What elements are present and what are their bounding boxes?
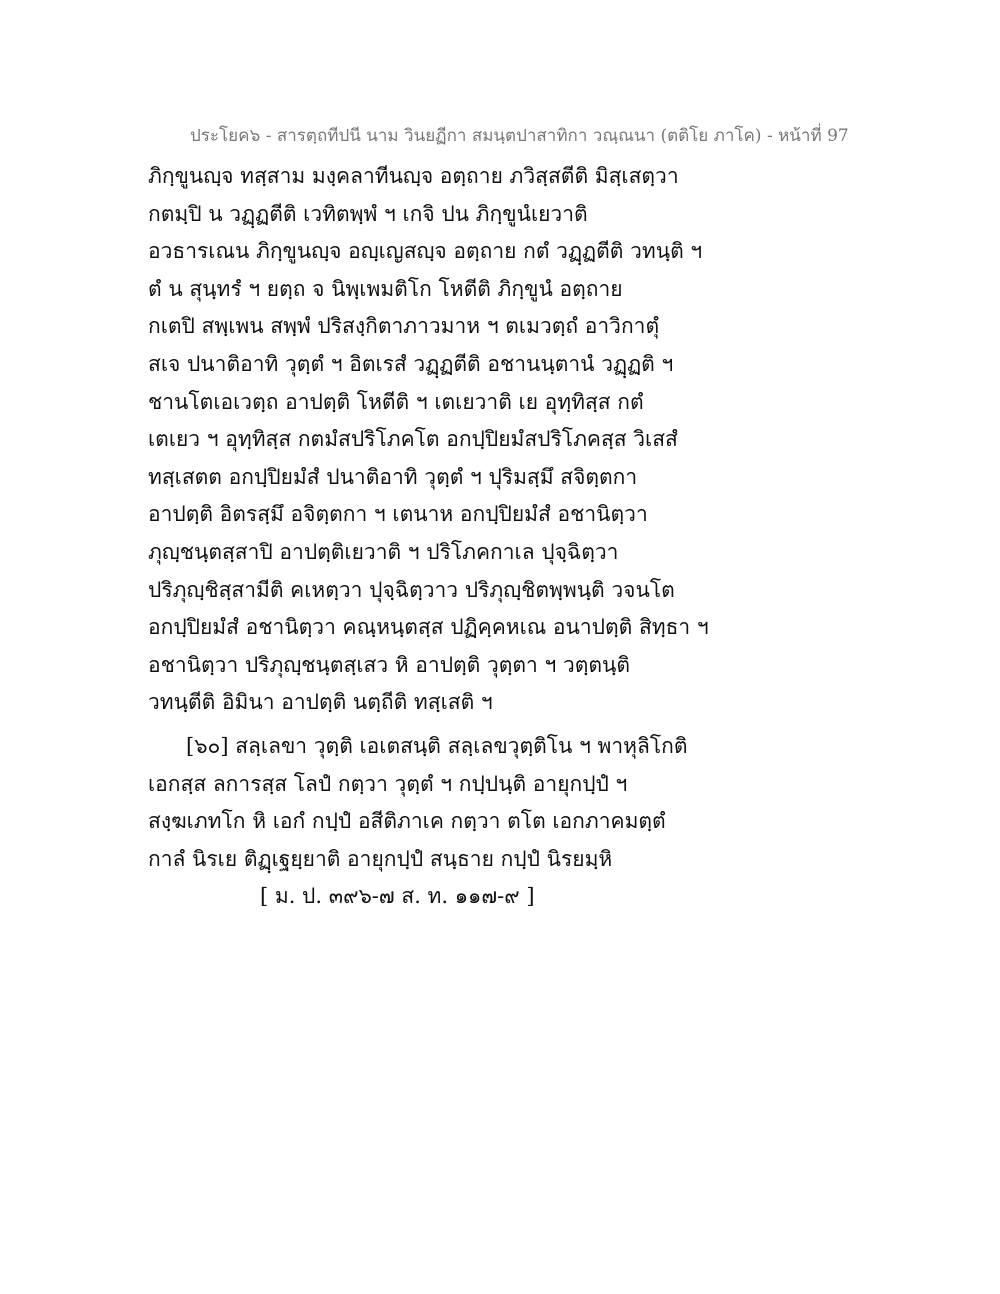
page-header: ประโยค๖ - สารตฺถทีปนี นาม วินยฏีกา สมนฺตปาสาทิกา วณฺณนา (ตติโย ภาโค) - หน้าที่ 97 [190, 126, 849, 146]
text-line: ตํ น สุนฺทรํ ฯ ยตฺถ จ นิพฺเพมติโก โหตีติ ภิกฺขูนํ อตฺถาย [148, 276, 623, 301]
text-line: เตเยว ฯ อุทฺทิสฺส กตมํสปริโภคโต อกปฺปิยมํสปริโภคสฺส วิเสสํ [148, 427, 678, 452]
text-line: ทสฺเสตต อกปฺปิยมํสํ ปนาติอาทิ วุตฺตํ ฯ ปุริมสฺมึ สจิตฺตกา [148, 464, 638, 489]
text-line: ภิกฺขูนญฺจ ทสฺสาม มงฺคลาทีนญฺจ อตฺถาย ภวิสฺสตีติ มิสฺเสตฺวา [148, 164, 679, 188]
text-line: อาปตฺติ อิตรสฺมึ อจิตฺตกา ฯ เตนาห อกปฺปิยมํสํ อชานิตฺวา [148, 502, 648, 527]
text-line: กตมฺปิ น วฏฺฏตีติ เวทิตพฺพํ ฯ เกจิ ปน ภิกฺขูนํเยวาติ [148, 201, 588, 226]
text-line: ปริภุญฺชิสฺสามีติ คเหตฺวา ปุจฺฉิตฺวาว ปริภุญฺชิตพฺพนฺติ วจนโต [148, 577, 675, 602]
text-line: อวธารเณน ภิกฺขูนญฺจ อญฺเญสญฺจ อตฺถาย กตํ วฏฺฏตีติ วทนฺติ ฯ [148, 239, 703, 264]
text-line: กเตปิ สพฺเพน สพฺพํ ปริสงฺกิตาภาวมาห ฯ ตเมวตฺถํ อาวิกาตุํ [148, 314, 660, 339]
text-line: [๖๐] สลฺเลขา วุตฺติ เอเตสนฺติ สลฺเลขวุตฺติโน ฯ พาหุลิโกติ [186, 733, 688, 758]
text-line: สเจ ปนาติอาทิ วุตฺตํ ฯ อิตเรสํ วฏฺฏตีติ อชานนฺตานํ วฏฺฏติ ฯ [148, 351, 674, 376]
body-text [148, 158, 848, 916]
text-line: อกปฺปิยมํสํ อชานิตฺวา คณฺหนฺตสฺส ปฏิคฺคหเณ อนาปตฺติ สิทฺธา ฯ [148, 615, 709, 640]
text-line: กาลํ นิรเย ติฏฺเฐยฺยาติ อายุกปฺปํ สนฺธาย กปฺปํ นิรยมฺหิ [148, 846, 613, 871]
text-line: อชานิตฺวา ปริภุญฺชนฺตสฺเสว หิ อาปตฺติ วุตฺตา ฯ วตฺตนฺติ [148, 652, 631, 677]
paragraph-1 [148, 158, 848, 722]
paragraph-2 [148, 728, 848, 878]
text-line: เอกสฺส ลการสฺส โลปํ กตฺวา วุตฺตํ ฯ กปฺปนฺติ อายุกปฺปํ ฯ [148, 771, 628, 796]
text-line: ชานโตเอเวตฺถ อาปตฺติ โหตีติ ฯ เตเยวาติ เย อุทฺทิสฺส กตํ [148, 389, 644, 414]
reference-citation: [ ม. ป. ๓๙๖-๗ ส. ท. ๑๑๗-๙ ] [260, 884, 535, 909]
text-line: ภุญฺชนฺตสฺสาปิ อาปตฺติเยวาติ ฯ ปริโภคกาเล ปุจฺฉิตฺวา [148, 539, 619, 564]
text-line: สงฺฆเภทโก หิ เอกํ กปฺปํ อสีติภาเค กตฺวา ตโต เอกภาคมตฺตํ [148, 809, 666, 834]
text-line: วทนฺตีติ อิมินา อาปตฺติ นตฺถีติ ทสฺเสติ ฯ [148, 690, 493, 715]
